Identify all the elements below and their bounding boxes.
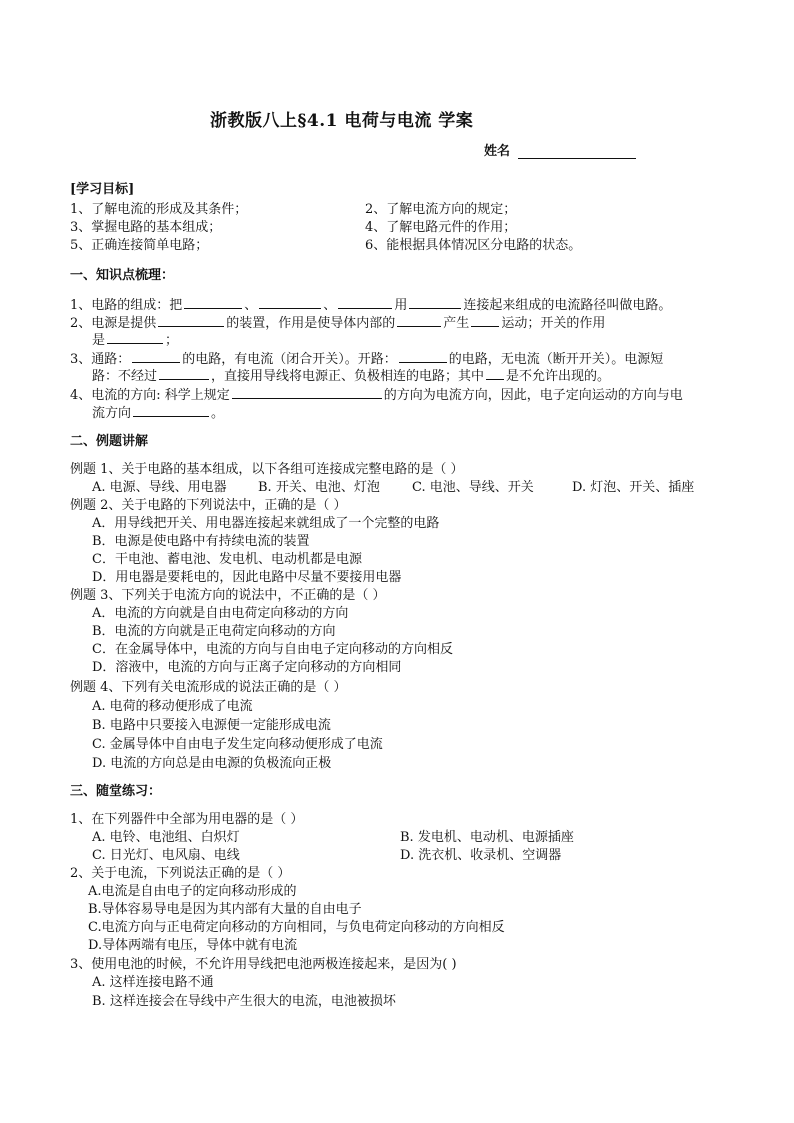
option[interactable]: C.电流方向与正电荷定向移动的方向相同，与负电荷定向移动的方向相反 bbox=[88, 920, 505, 935]
section-heading: 二、例题讲解 bbox=[70, 434, 149, 449]
option[interactable]: B．电源是使电路中有持续电流的装置 bbox=[92, 534, 310, 549]
fill-blank[interactable] bbox=[133, 404, 209, 417]
objective-item: 2、了解电流方向的规定； bbox=[365, 202, 517, 217]
option[interactable]: B．电流的方向就是正电荷定向移动的方向 bbox=[92, 624, 336, 639]
objective-item: 4、了解电路元件的作用； bbox=[365, 220, 517, 235]
objectives-heading: [学习目标] bbox=[70, 182, 135, 197]
option[interactable]: A．电流的方向就是自由电荷定向移动的方向 bbox=[92, 606, 349, 621]
option[interactable]: B. 电路中只要接入电源便一定能形成电流 bbox=[92, 718, 331, 733]
question-line: 4、电流的方向: 科学上规定 的方向为电流方向，因此，电子定向运动的方向与电 bbox=[70, 388, 683, 403]
option[interactable]: C. 日光灯、电风扇、电线 bbox=[92, 848, 240, 863]
option[interactable]: D.导体两端有电压，导体中就有电流 bbox=[88, 938, 298, 953]
fill-blank[interactable] bbox=[397, 314, 441, 327]
objective-item: 3、掌握电路的基本组成； bbox=[70, 220, 222, 235]
question-line: 是 ； bbox=[92, 333, 179, 348]
option[interactable]: A. 电铃、电池组、白炽灯 bbox=[92, 830, 240, 845]
fill-blank[interactable] bbox=[338, 296, 392, 309]
question-line: 1、电路的组成：把 、 、 用 连接起来组成的电流路径叫做电路。 bbox=[70, 298, 672, 313]
fill-blank[interactable] bbox=[486, 367, 504, 380]
option[interactable]: C．干电池、蓄电池、发电机、电动机都是电源 bbox=[92, 552, 362, 567]
fill-blank[interactable] bbox=[184, 296, 242, 309]
option[interactable]: D. 电流的方向总是由电源的负极流向正极 bbox=[92, 756, 332, 771]
name-label: 姓名 bbox=[484, 144, 511, 159]
option[interactable]: D．溶液中，电流的方向与正离子定向移动的方向相同 bbox=[92, 660, 402, 675]
question-line: 3、通路： 的电路，有电流（闭合开关）。开路： 的电路，无电流（断开开关）。电源短 bbox=[70, 352, 664, 367]
fill-blank[interactable] bbox=[409, 296, 461, 309]
option[interactable]: A. 电源、导线、用电器 bbox=[92, 480, 227, 495]
question-stem: 2、关于电流，下列说法正确的是（ ） bbox=[70, 866, 291, 881]
option[interactable]: B. 这样连接会在导线中产生很大的电流，电池被损坏 bbox=[92, 994, 396, 1009]
question-stem: 例题 3、下列关于电流方向的说法中，不正确的是（ ） bbox=[70, 588, 386, 603]
option[interactable]: A．用导线把开关、用电器连接起来就组成了一个完整的电路 bbox=[92, 516, 440, 531]
objective-item: 5、正确连接简单电路； bbox=[70, 238, 209, 253]
fill-blank[interactable] bbox=[132, 350, 180, 363]
section-heading: 一、知识点梳理： bbox=[70, 268, 175, 283]
question-stem: 例题 2、关于电路的下列说法中，正确的是（ ） bbox=[70, 498, 347, 513]
option[interactable]: C. 金属导体中自由电子发生定向移动便形成了电流 bbox=[92, 737, 383, 752]
option[interactable]: D. 洗衣机、收录机、空调器 bbox=[400, 848, 562, 863]
option[interactable]: A.电流是自由电子的定向移动形成的 bbox=[88, 884, 297, 899]
fill-blank[interactable] bbox=[232, 386, 382, 399]
fill-blank[interactable] bbox=[399, 350, 447, 363]
option[interactable]: A. 电荷的移动便形成了电流 bbox=[92, 699, 253, 714]
objective-item: 6、能根据具体情况区分电路的状态。 bbox=[365, 238, 582, 253]
question-line: 路：不经过 ，直接用导线将电源正、负极相连的电路；其中 是不允许出现的。 bbox=[92, 369, 611, 384]
option[interactable]: C. 电池、导线、开关 bbox=[412, 480, 534, 495]
option[interactable]: A. 这样连接电路不通 bbox=[92, 975, 214, 990]
fill-blank[interactable] bbox=[259, 296, 321, 309]
page-title: 浙教版八上§4.1 电荷与电流 学案 bbox=[210, 111, 474, 131]
name-blank bbox=[518, 145, 636, 159]
question-stem: 例题 4、下列有关电流形成的说法正确的是（ ） bbox=[70, 680, 347, 695]
fill-blank[interactable] bbox=[159, 367, 209, 380]
fill-blank[interactable] bbox=[107, 331, 163, 344]
fill-blank[interactable] bbox=[471, 314, 499, 327]
option[interactable]: B.导体容易导电是因为其内部有大量的自由电子 bbox=[88, 902, 362, 917]
name-field bbox=[484, 140, 636, 159]
option[interactable]: D．用电器是要耗电的，因此电路中尽量不要接用电器 bbox=[92, 570, 402, 585]
section-heading: 三、随堂练习： bbox=[70, 784, 162, 799]
question-line: 2、电源是提供 的装置，作用是使导体内部的 产生 运动；开关的作用 bbox=[70, 316, 606, 331]
question-stem: 1、在下列器件中全部为用电器的是（ ） bbox=[70, 812, 304, 827]
question-line: 流方向 。 bbox=[92, 406, 225, 421]
fill-blank[interactable] bbox=[158, 314, 224, 327]
option[interactable]: B. 发电机、电动机、电源插座 bbox=[400, 830, 574, 845]
option[interactable]: D. 灯泡、开关、插座 bbox=[572, 480, 695, 495]
question-stem: 例题 1、关于电路的基本组成，以下各组可连接成完整电路的是（ ） bbox=[70, 462, 464, 477]
option[interactable]: B. 开关、电池、灯泡 bbox=[258, 480, 380, 495]
option[interactable]: C．在金属导体中，电流的方向与自由电子定向移动的方向相反 bbox=[92, 642, 453, 657]
question-stem: 3、使用电池的时候，不允许用导线把电池两极连接起来，是因为( ) bbox=[70, 957, 457, 972]
objective-item: 1、了解电流的形成及其条件； bbox=[70, 202, 248, 217]
